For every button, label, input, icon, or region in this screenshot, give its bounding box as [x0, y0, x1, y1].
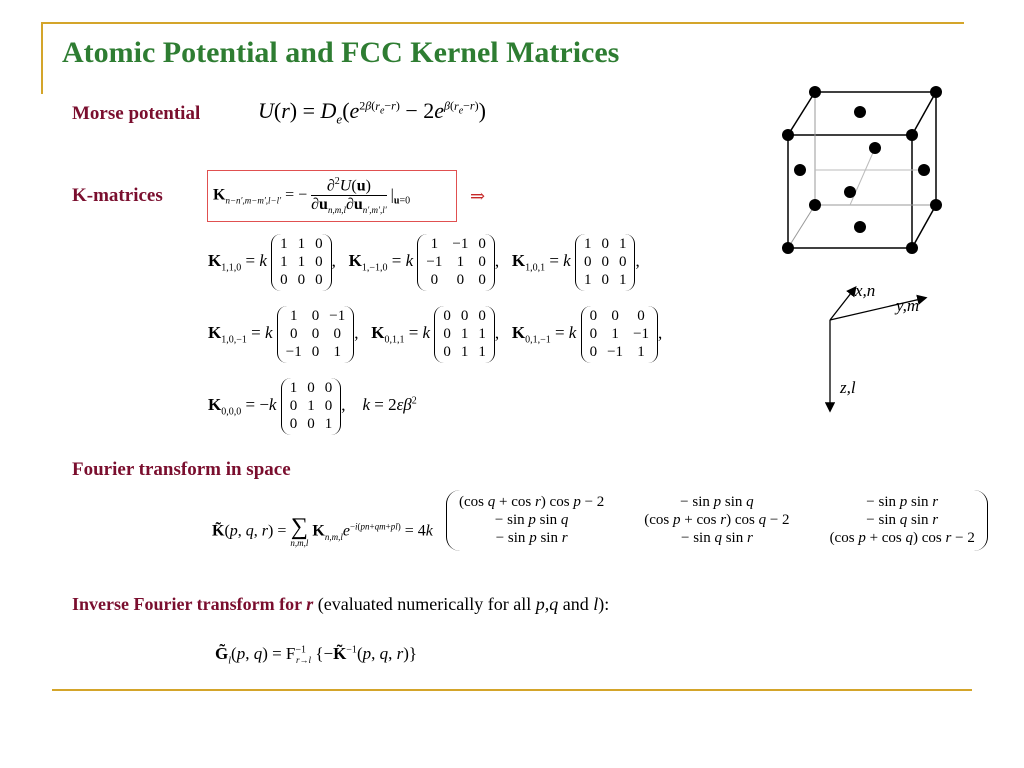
axis-x-label: x,n — [855, 281, 876, 300]
axes-diagram — [815, 280, 945, 420]
inverse-heading: Inverse Fourier transform for r (evaluated numerically for all p,q and l): — [72, 594, 610, 614]
inverse-equation: $G̃_l(p$, $q) = F^{-1}_{r\to l}$ {−K̃$^{-1}$(p, q, r)} — [215, 644, 418, 667]
axis-y-label: y,m — [896, 296, 920, 315]
matrix-row-3: $K_{0,0,0} = -k$ 1 0 0 0 1 0 0 0 1 , $k = 2\varepsilon\beta^2$ — [208, 378, 417, 435]
matrix-row-2: $K_{1,0,-1} = k$ 1 0 −1 0 0 0 −1 0 1 , $K_{0,1,1} = k$ 0 0 0 0 1 1 0 1 1 , $K_{0,1,-1} = k$ 0 0 0 0 1 −1 0 −1 1 , — [208, 306, 662, 363]
bottom-rule — [52, 689, 972, 691]
axis-z-label: z,l — [840, 378, 856, 397]
morse-heading: Morse potential — [72, 103, 201, 124]
morse-equation: $U(r) = D_e(e^{2\beta(r_e-r)} - 2e^{\beta(r_e-r)})$ — [258, 98, 486, 127]
implies-arrow: ⇒ — [470, 186, 486, 206]
top-rule — [41, 22, 964, 24]
fourier-lhs: K̃(p, q, r) = ∑ n,m,l $K_{n,m,l}e^{-i(pn+qm+pl)} = 4k$ — [212, 514, 433, 548]
left-accent-bar — [41, 22, 43, 94]
kmatrices-heading: K-matrices — [72, 185, 163, 206]
kernel-definition: $K_{n-n',m-m',l-l'}$ = − $\frac{\partial^2U(u)}{\partial u_{n,m,l}\partial u_{n',m',l'}}$ $|_{u=0}$ — [213, 176, 411, 216]
fourier-heading: Fourier transform in space — [72, 459, 291, 480]
k-constant: $k = 2\varepsilon\beta^2$ — [362, 395, 417, 415]
matrix-row-1: $K_{1,1,0} = k$ 1 1 0 1 1 0 0 0 0 , $K_{1,-1,0} = k$ 1 −1 0 −1 1 0 0 0 0 , $K_{1,0,1} = k$ 1 0 1 0 0 0 1 0 1 , — [208, 234, 640, 291]
fcc-unit-cell-diagram — [770, 80, 970, 260]
fourier-matrix: (cos q + cos r) cos p − 2 − sin p sin q − sin p sin r − sin p sin q (cos p + cos r) cos q − 2 − sin q sin r − sin p sin r − sin q sin r (cos p + cos q) cos r − 2 — [446, 490, 988, 551]
slide-title: Atomic Potential and FCC Kernel Matrices — [62, 36, 620, 69]
